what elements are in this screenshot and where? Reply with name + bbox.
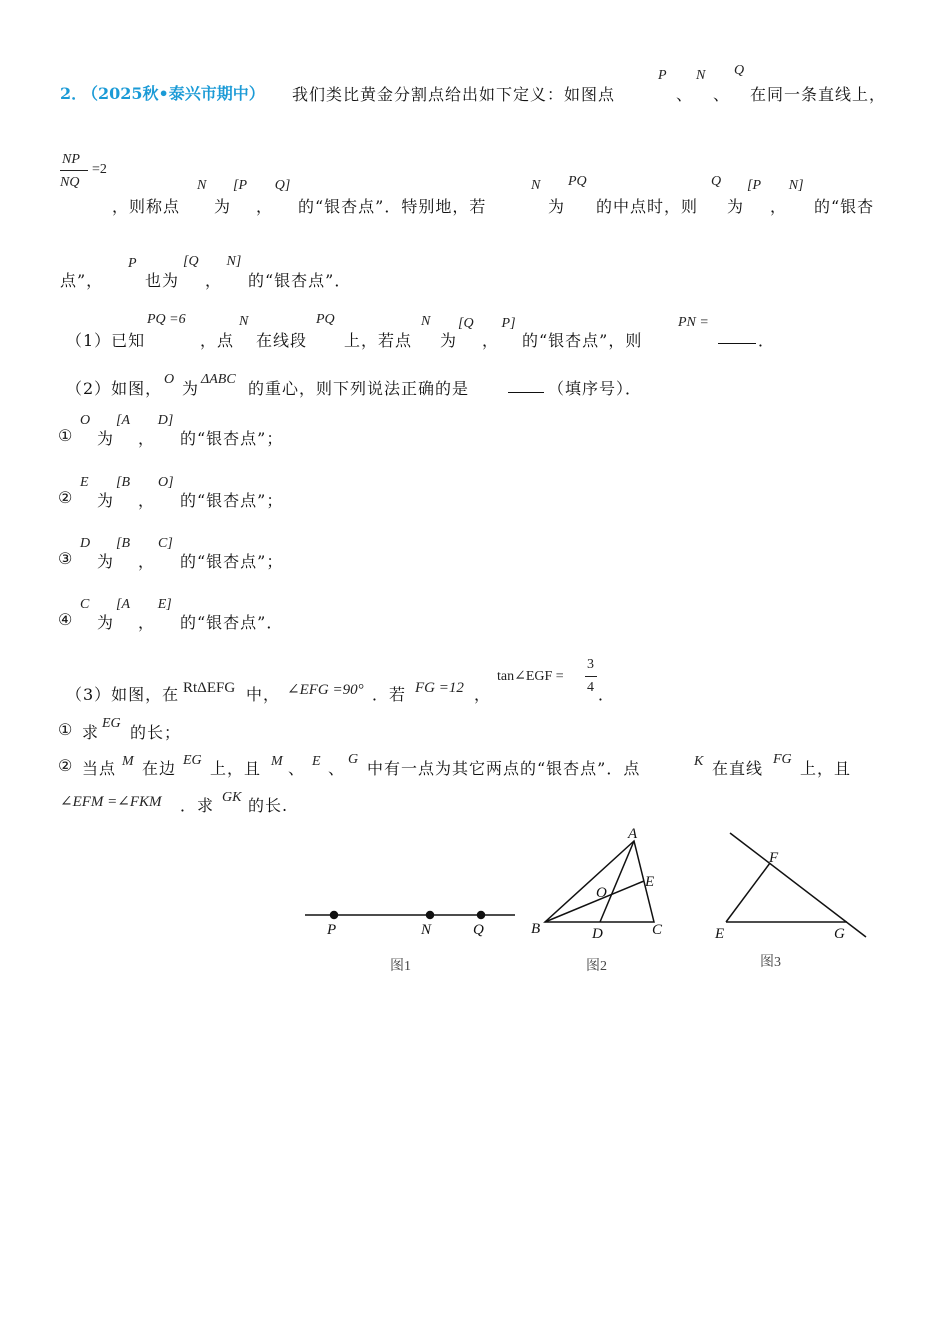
point-N: N xyxy=(531,178,541,193)
sub2-text: 中有一点为其它两点的“银杏点”．点 xyxy=(367,759,641,778)
point-O: O xyxy=(164,372,175,387)
q2-text: 为 xyxy=(182,379,200,398)
q1-text: 上，若点 xyxy=(344,331,413,350)
q1-text: ，点 xyxy=(200,331,235,350)
segment-EG: EG xyxy=(102,716,121,731)
problem-number: 2． xyxy=(60,84,88,103)
equation-FG-12: FG =12 xyxy=(415,680,464,696)
sub2-text: 上，且 xyxy=(800,759,852,778)
point-D: D xyxy=(80,536,91,551)
option-text: 的“银杏点”； xyxy=(180,552,284,571)
segment-EF xyxy=(726,863,770,922)
triangle-ABC xyxy=(545,841,654,922)
point-N-dot xyxy=(427,912,434,919)
option-number: ② xyxy=(58,488,74,507)
line2-text: 的“银杏 xyxy=(814,197,875,216)
equation-tan: tan∠EGF = xyxy=(497,669,564,684)
q3-text: 中， xyxy=(246,685,281,704)
q3-label: （3）如图，在 xyxy=(66,685,180,704)
segment-GK: GK xyxy=(222,790,242,805)
option-text: ， xyxy=(138,429,156,448)
sub2-text: 当点 xyxy=(82,759,117,778)
segment-PQ: PQ xyxy=(316,312,335,327)
point-Q: Q xyxy=(711,174,722,189)
sub2-text: 的长. xyxy=(248,796,289,815)
option-number: ① xyxy=(58,426,74,445)
fraction-equals: =2 xyxy=(92,162,107,177)
sub2-text: 在边 xyxy=(142,759,177,778)
point-Q-dot xyxy=(478,912,485,919)
label-E: E xyxy=(645,874,655,890)
interval-Q-N: [Q N] xyxy=(183,254,242,269)
point-N: N xyxy=(421,314,431,329)
sub1-text: 求 xyxy=(82,723,100,742)
q2-text: 的重心，则下列说法正确的是 xyxy=(248,379,470,398)
option-text: 为 xyxy=(97,552,115,571)
figure-2 xyxy=(545,841,654,922)
q1-label: （1）已知 xyxy=(66,331,146,350)
interval-A-E: [A E] xyxy=(116,597,172,612)
q1-text: 的“银杏点”，则 xyxy=(522,331,643,350)
angle-equation: ∠EFM =∠FKM xyxy=(60,794,162,810)
q3-text: ， xyxy=(474,685,492,704)
option-number: ④ xyxy=(58,610,74,629)
line2-text: ， xyxy=(256,197,274,216)
option-text: 为 xyxy=(97,491,115,510)
point-N: N xyxy=(197,178,207,193)
figure-1-caption: 图1 xyxy=(390,959,411,974)
point-M: M xyxy=(122,754,134,769)
point-P: P xyxy=(658,68,667,83)
point-K: K xyxy=(694,754,704,769)
intro-text-2: 在同一条直线上， xyxy=(750,85,887,104)
interval-B-C: [B C] xyxy=(116,536,173,551)
sub-number: ② xyxy=(58,756,74,775)
equation-PQ-6: PQ =6 xyxy=(147,312,186,327)
sub2-text: ．求 xyxy=(180,796,215,815)
label-P: P xyxy=(327,922,337,938)
segment-EG: EG xyxy=(183,753,202,768)
option-text: ， xyxy=(138,552,156,571)
line3-text: 的“银杏点”． xyxy=(248,271,352,290)
option-text: 的“银杏点”； xyxy=(180,429,284,448)
label-E: E xyxy=(715,926,725,942)
line3-text: 也为 xyxy=(145,271,180,290)
separator: 、 xyxy=(713,85,731,104)
sub2-text: 、 xyxy=(328,759,346,778)
intro-text-1: 我们类比黄金分割点给出如下定义：如图点 xyxy=(292,85,616,104)
point-E: E xyxy=(80,475,89,490)
angle-EFG-90: ∠EFG =90° xyxy=(287,682,364,698)
q3-text: ． xyxy=(598,685,616,704)
tan-denominator: 4 xyxy=(587,680,594,695)
option-text: ， xyxy=(138,491,156,510)
interval-P-N: [P N] xyxy=(747,178,804,193)
sub2-text: 在直线 xyxy=(712,759,764,778)
label-N: N xyxy=(421,922,432,938)
option-number: ③ xyxy=(58,549,74,568)
fraction-denominator: NQ xyxy=(60,175,80,190)
line3-text: 点”， xyxy=(60,271,104,290)
option-text: ， xyxy=(138,613,156,632)
point-P: P xyxy=(128,256,137,271)
line2-text: 为 xyxy=(214,197,232,216)
label-B: B xyxy=(531,921,541,937)
q3-text: ．若 xyxy=(372,685,407,704)
label-C: C xyxy=(652,922,663,938)
label-F: F xyxy=(769,850,779,866)
q1-text: ． xyxy=(758,331,776,350)
sub-number: ① xyxy=(58,720,74,739)
median-BE xyxy=(545,881,644,922)
segment-PQ: PQ xyxy=(568,174,587,189)
interval-P-Q: [P Q] xyxy=(233,178,291,193)
fraction-numerator: NP xyxy=(62,152,80,167)
option-text: 为 xyxy=(97,613,115,632)
q1-text: 为 xyxy=(440,331,458,350)
label-A: A xyxy=(628,826,638,842)
label-Q: Q xyxy=(473,922,484,938)
point-Q: Q xyxy=(734,63,745,78)
sub2-text: 、 xyxy=(288,759,306,778)
figure-3 xyxy=(726,833,866,937)
point-N: N xyxy=(696,68,706,83)
figure-3-caption: 图3 xyxy=(760,955,781,970)
line2-text: 为 xyxy=(548,197,566,216)
q1-text: 在线段 xyxy=(256,331,308,350)
separator: 、 xyxy=(676,85,694,104)
label-G: G xyxy=(834,926,845,942)
sub1-text: 的长； xyxy=(130,723,182,742)
label-O: O xyxy=(596,885,607,901)
tan-numerator: 3 xyxy=(587,657,594,672)
line-FG: FG xyxy=(773,752,792,767)
figure-1 xyxy=(305,912,515,919)
triangle-ABC: ΔABC xyxy=(201,372,236,387)
line3-text: ， xyxy=(205,271,223,290)
equation-PN: PN = xyxy=(678,315,709,330)
option-text: 的“银杏点”； xyxy=(180,491,284,510)
figure-2-caption: 图2 xyxy=(586,959,607,974)
point-N: N xyxy=(239,314,249,329)
option-text: 的“银杏点”． xyxy=(180,613,284,632)
triangle-EFG: RtΔEFG xyxy=(183,680,236,696)
interval-Q-P: [Q P] xyxy=(458,316,516,331)
point-C: C xyxy=(80,597,90,612)
median-AD xyxy=(600,841,634,922)
line2-text: 为 xyxy=(727,197,745,216)
point-M: M xyxy=(271,754,283,769)
line2-text: ，则称点 xyxy=(112,197,181,216)
line2-text: 的“银杏点”．特别地，若 xyxy=(298,197,487,216)
point-P-dot xyxy=(331,912,338,919)
line2-text: 的中点时，则 xyxy=(596,197,699,216)
point-G: G xyxy=(348,752,359,767)
problem-source: （2025秋•泰兴市期中） xyxy=(82,84,265,103)
point-E: E xyxy=(312,754,321,769)
label-D: D xyxy=(592,926,603,942)
q2-text: （填序号）． xyxy=(548,379,643,398)
sub2-text: 上，且 xyxy=(210,759,262,778)
option-text: 为 xyxy=(97,429,115,448)
line2-text: ， xyxy=(770,197,788,216)
interval-B-O: [B O] xyxy=(116,475,174,490)
q1-text: ， xyxy=(482,331,500,350)
point-O: O xyxy=(80,413,91,428)
interval-A-D: [A D] xyxy=(116,413,174,428)
q2-label: （2）如图， xyxy=(66,379,163,398)
